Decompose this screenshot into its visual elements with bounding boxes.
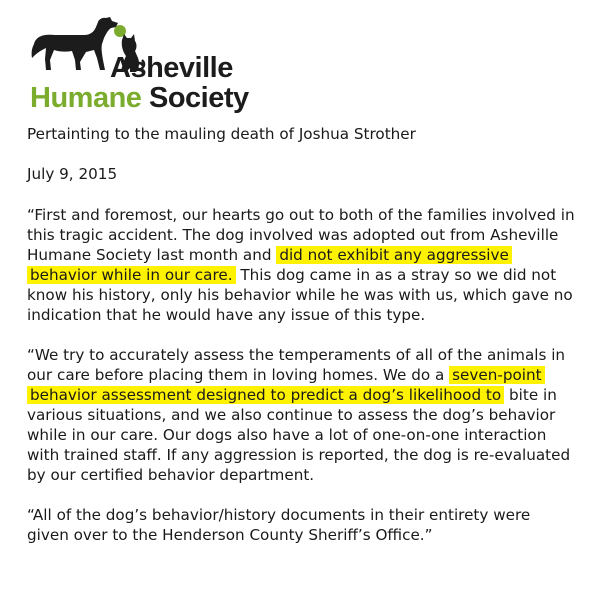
paragraph-2-text-before: “We try to accurately assess the temperaments of all of the animals in our care before placing them in loving homes. We do a xyxy=(27,346,566,384)
logo-word-society: Society xyxy=(148,82,249,114)
logo-wordmark-asheville: Asheville xyxy=(110,52,233,84)
statement-paragraph-3: “All of the dog’s behavior/history documents in their entirety were given over to the Henderson County Sheriff’s Office.” xyxy=(27,506,531,544)
highlighted-text-behavior-assessment: seven-point behavior assessment designed to predict a dog’s likelihood to xyxy=(27,366,545,404)
document-date: July 9, 2015 xyxy=(27,165,118,183)
highlighted-text-no-aggression: did not exhibit any aggressive behavior while in our care. xyxy=(27,246,512,284)
statement-paragraph-2 xyxy=(27,345,575,485)
paragraph-1-text-after: This dog came in as a stray so we did not know his history, only his behavior while he was with us, which gave no indication that he would have any issue of this type. xyxy=(27,266,573,324)
statement-document xyxy=(27,124,575,545)
paragraph-2-text-after: bite in various situations, and we also continue to assess the dog’s behavior while in our care. Our dogs also have a lot of one-on-one interaction with trained staff. If any aggression is reported, the dog is re-evaluated by our certified behavior department. xyxy=(27,386,571,484)
organization-logo xyxy=(26,14,249,114)
statement-paragraph-1 xyxy=(27,205,575,325)
paragraph-1-text-before: “First and foremost, our hearts go out to both of the families involved in this tragic accident. The dog involved was adopted out from Asheville Humane Society last month and xyxy=(27,206,575,264)
logo-word-humane: Humane xyxy=(30,82,142,114)
document-subject: Pertainting to the mauling death of Joshua Strother xyxy=(27,125,416,143)
logo-wordmark-humane-society xyxy=(30,82,249,115)
